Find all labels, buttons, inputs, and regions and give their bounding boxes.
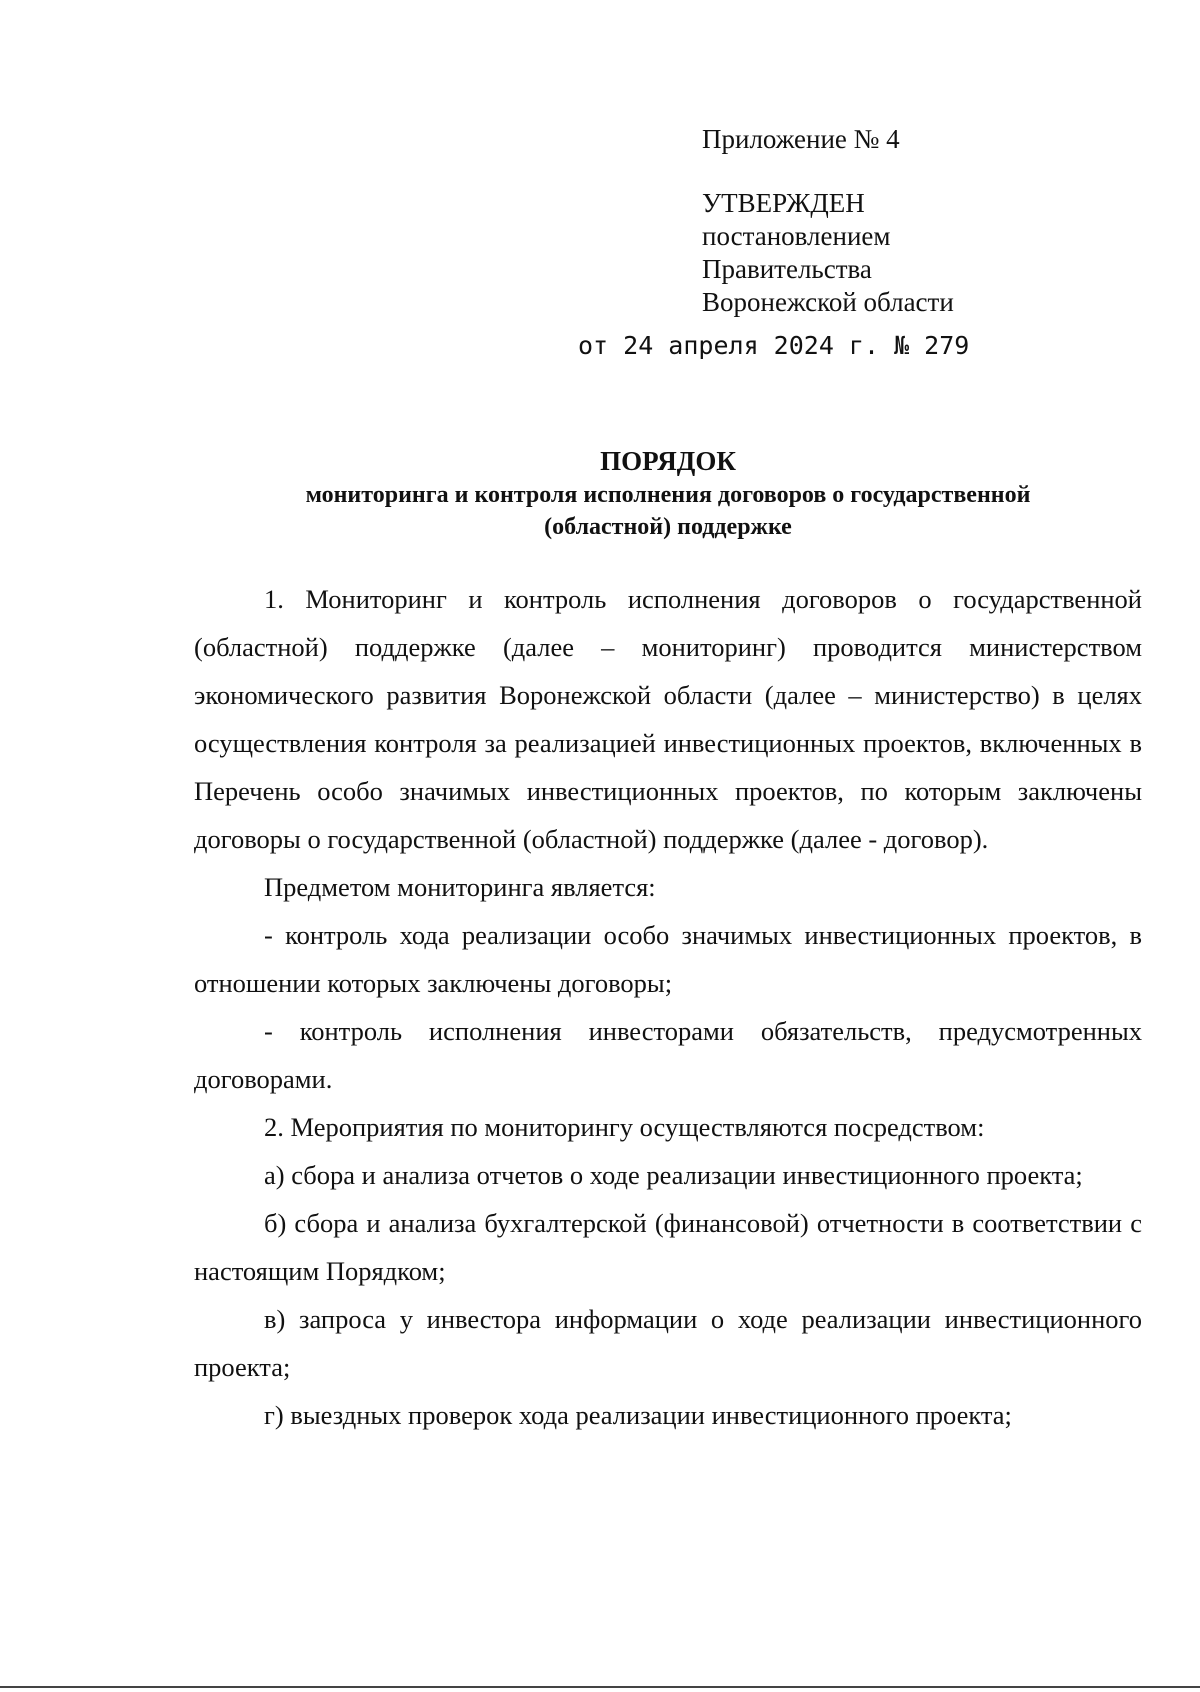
- paragraph-monitoring-subject: Предметом мониторинга является:: [264, 872, 656, 902]
- list-item-g: г) выездных проверок хода реализации инвестиционного проекта;: [264, 1400, 1012, 1430]
- document-subtitle-line-2: (областной) поддержке: [544, 514, 792, 540]
- document-body: [194, 575, 1142, 1439]
- document-title-block: [194, 443, 1142, 543]
- list-item-a: а) сбора и анализа отчетов о ходе реализации инвестиционного проекта;: [264, 1160, 1083, 1190]
- paragraph-subject-item-1: - контроль хода реализации особо значимых инвестиционных проектов, в отношении которых заключены договоры;: [194, 920, 1142, 998]
- approval-date-number: от 24 апреля 2024 г. № 279: [578, 331, 970, 360]
- page-bottom-rule: [0, 1686, 1200, 1688]
- document-title: ПОРЯДОК: [600, 446, 736, 476]
- approved-by-line-3: Воронежской области: [702, 287, 954, 317]
- paragraph-2: 2. Мероприятия по мониторингу осуществляются посредством:: [264, 1112, 985, 1142]
- list-item-v: в) запроса у инвестора информации о ходе реализации инвестиционного проекта;: [194, 1304, 1142, 1382]
- approved-by-line-2: Правительства: [702, 254, 872, 284]
- list-item-b: б) сбора и анализа бухгалтерской (финансовой) отчетности в соответствии с настоящим Порядком;: [194, 1208, 1142, 1286]
- annex-label: Приложение № 4: [702, 124, 900, 154]
- paragraph-1: 1. Мониторинг и контроль исполнения договоров о государственной (областной) поддержке (далее – мониторинг) проводится министерством экономического развития Воронежской области (далее – министерство) в целях осуществления контроля за реализацией инвестиционных проектов, включенных в Перечень особо значимых инвестиционных проектов, по которым заключены договоры о государственной (областной) поддержке (далее - договор).: [194, 584, 1142, 854]
- paragraph-subject-item-2: - контроль исполнения инвесторами обязательств, предусмотренных договорами.: [194, 1016, 1142, 1094]
- approved-stamp: УТВЕРЖДЕН: [702, 188, 865, 218]
- approved-by-line-1: постановлением: [702, 221, 891, 251]
- document-subtitle-line-1: мониторинга и контроля исполнения договоров о государственной: [305, 482, 1031, 508]
